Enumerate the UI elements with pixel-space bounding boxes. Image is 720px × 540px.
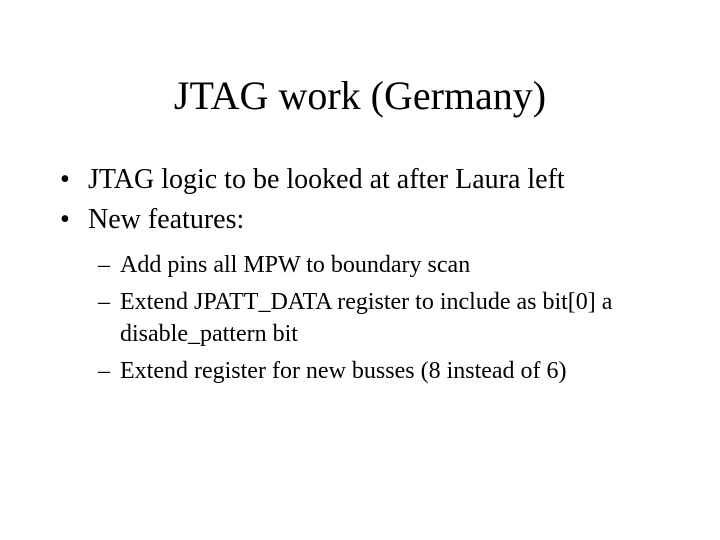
sub-bullet-text: Extend register for new busses (8 instead of 6)	[120, 358, 567, 384]
bullet-marker: •	[60, 164, 70, 195]
bullet-item	[60, 163, 680, 197]
sub-bullet-item	[98, 286, 620, 350]
sub-bullet-marker: –	[98, 289, 110, 315]
sub-bullet-text: Add pins all MPW to boundary scan	[120, 252, 471, 278]
sub-bullet-item	[98, 249, 680, 281]
bullet-marker: •	[60, 204, 70, 235]
sub-bullet-marker: –	[98, 358, 110, 384]
bullet-text: JTAG logic to be looked at after Laura left	[88, 164, 565, 195]
bullet-item	[60, 203, 680, 237]
sub-bullet-marker: –	[98, 252, 110, 278]
sub-bullet-list	[98, 249, 680, 387]
slide-title: JTAG work (Germany)	[173, 73, 547, 118]
sub-bullet-text: Extend JPATT_DATA register to include as bit[0] a disable_pattern bit	[120, 289, 613, 347]
bullet-text: New features:	[88, 204, 245, 235]
bullet-list	[60, 163, 680, 392]
sub-bullet-item	[98, 355, 680, 387]
